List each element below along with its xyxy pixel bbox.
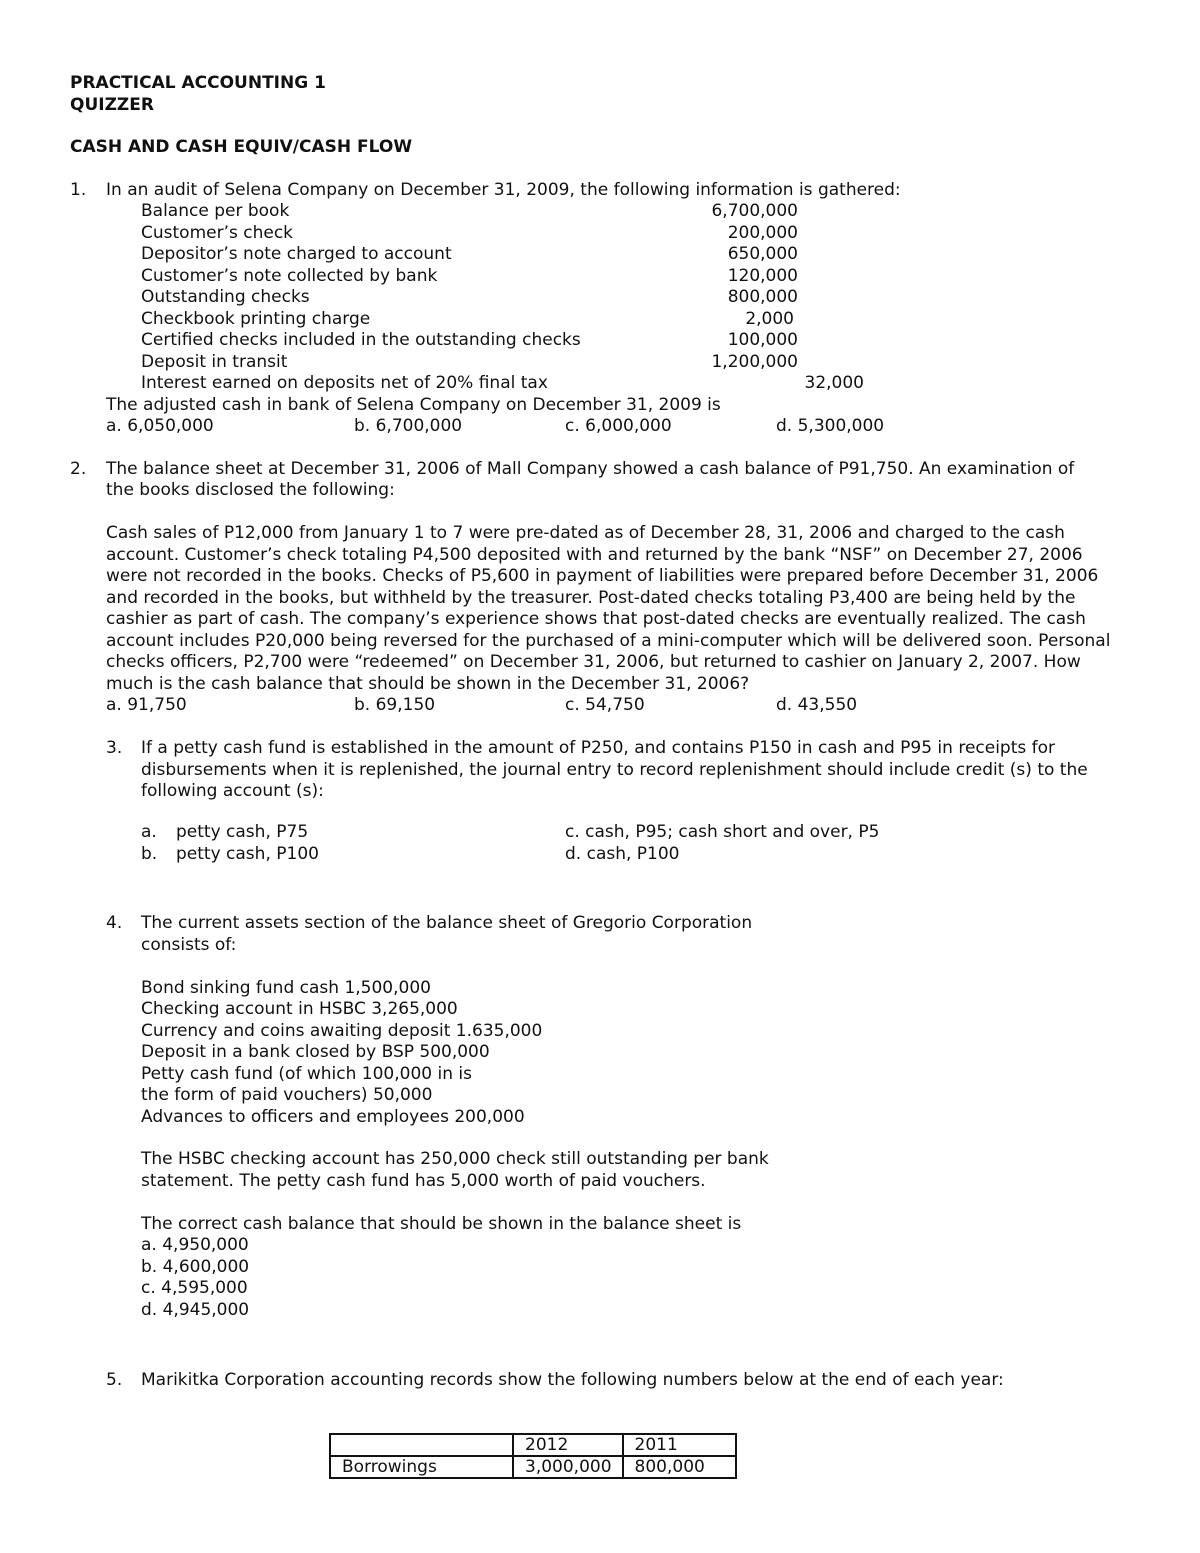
choice-d: d. 5,300,000 [776,416,885,436]
item-amount: 32,000 [804,373,864,393]
question-stem-line: The current assets section of the balance sheet of Gregorio Corporation [141,913,753,933]
table-header-cell [330,1434,513,1456]
choice-b: b. 69,150 [354,695,436,715]
note-line: statement. The petty cash fund has 5,000 worth of paid vouchers. [141,1171,706,1191]
item-amount: 2,000 [745,309,794,329]
question-number: 1. [70,180,87,200]
question-number: 4. [106,913,123,933]
table-header-row [330,1434,736,1456]
item-amount: 100,000 [727,330,798,350]
question-prompt: The correct cash balance that should be shown in the balance sheet is [141,1214,742,1234]
item-label: Depositor’s note charged to account [141,244,452,264]
body-line: were not recorded in the books. Checks of P5,600 in payment of liabilities were prepared before December 31, 2006 [106,566,1099,586]
asset-item: Currency and coins awaiting deposit 1.635,000 [141,1021,543,1041]
borrowings-table [329,1433,737,1479]
asset-item: Petty cash fund (of which 100,000 in is [141,1064,472,1084]
item-amount: 120,000 [727,266,798,286]
question-stem-line: consists of: [141,935,237,955]
asset-item: Advances to officers and employees 200,000 [141,1107,525,1127]
body-line: cashier as part of cash. The company’s experience shows that post-dated checks are eventually realized. The cash [106,609,1086,629]
table-header-cell: 2012 [513,1434,623,1456]
table-cell: Borrowings [330,1456,513,1478]
item-amount: 800,000 [727,287,798,307]
asset-item: Checking account in HSBC 3,265,000 [141,999,458,1019]
choice-a-letter: a. [141,822,157,842]
note-line: The HSBC checking account has 250,000 check still outstanding per bank [141,1149,769,1169]
question-prompt: The adjusted cash in bank of Selena Company on December 31, 2009 is [106,395,721,415]
choice-c: c. 6,000,000 [565,416,672,436]
choice-d: d. 43,550 [776,695,858,715]
question-stem-line: The balance sheet at December 31, 2006 of Mall Company showed a cash balance of P91,750. An examination of [106,459,1075,479]
asset-item: Bond sinking fund cash 1,500,000 [141,978,431,998]
item-label: Checkbook printing charge [141,309,371,329]
choice-d: d. cash, P100 [565,844,680,864]
body-line: Cash sales of P12,000 from January 1 to 7 were pre-dated as of December 28, 31, 2006 and charged to the cash [106,523,1065,543]
choice-c: c. cash, P95; cash short and over, P5 [565,822,880,842]
body-line: account. Customer’s check totaling P4,500 deposited with and returned by the bank “NSF” on December 27, 2006 [106,545,1083,565]
table-row [330,1456,736,1478]
choice-a: a. 6,050,000 [106,416,214,436]
body-line: and recorded in the books, but withheld by the treasurer. Post-dated checks totaling P3,400 are being held by the [106,588,1076,608]
question-number: 3. [106,738,123,758]
question-number: 2. [70,459,87,479]
table-header-cell: 2011 [623,1434,736,1456]
choice-a: a. 91,750 [106,695,187,715]
choice-c: c. 4,595,000 [141,1278,248,1298]
asset-item: Deposit in a bank closed by BSP 500,000 [141,1042,490,1062]
item-label: Outstanding checks [141,287,310,307]
choice-c: c. 54,750 [565,695,645,715]
item-label: Certified checks included in the outstanding checks [141,330,581,350]
table-cell: 800,000 [623,1456,736,1478]
item-amount: 200,000 [727,223,798,243]
body-line: checks officers, P2,700 were “redeemed” on December 31, 2006, but returned to cashier on January 2, 2007. How [106,652,1081,672]
item-label: Customer’s check [141,223,294,243]
question-stem-line: If a petty cash fund is established in the amount of P250, and contains P150 in cash and P95 in receipts for [141,738,1056,758]
item-amount: 650,000 [727,244,798,264]
question-stem-line: disbursements when it is replenished, the journal entry to record replenishment should include credit (s) to the [141,760,1088,780]
choice-b: b. 4,600,000 [141,1257,250,1277]
question-stem: In an audit of Selena Company on December 31, 2009, the following information is gathered: [106,180,901,200]
document-type: QUIZZER [70,95,154,115]
question-stem-line: following account (s): [141,781,324,801]
item-amount: 6,700,000 [711,201,798,221]
question-stem-line: the books disclosed the following: [106,480,395,500]
choice-b-letter: b. [141,844,158,864]
section-title: CASH AND CASH EQUIV/CASH FLOW [70,137,413,157]
course-title: PRACTICAL ACCOUNTING 1 [70,73,326,93]
asset-item: the form of paid vouchers) 50,000 [141,1085,433,1105]
body-line: account includes P20,000 being reversed for the purchased of a mini-computer which will be delivered soon. Personal [106,631,1111,651]
choice-b: petty cash, P100 [176,844,319,864]
body-line: much is the cash balance that should be shown in the December 31, 2006? [106,674,750,694]
item-label: Customer’s note collected by bank [141,266,438,286]
question-stem: Marikitka Corporation accounting records show the following numbers below at the end of each year: [141,1370,1004,1390]
item-amount: 1,200,000 [711,352,798,372]
item-label: Balance per book [141,201,290,221]
choice-a: petty cash, P75 [176,822,309,842]
item-label: Deposit in transit [141,352,288,372]
choice-a: a. 4,950,000 [141,1235,249,1255]
choice-d: d. 4,945,000 [141,1300,250,1320]
question-number: 5. [106,1370,123,1390]
choice-b: b. 6,700,000 [354,416,463,436]
item-label: Interest earned on deposits net of 20% final tax [141,373,548,393]
table-cell: 3,000,000 [513,1456,623,1478]
